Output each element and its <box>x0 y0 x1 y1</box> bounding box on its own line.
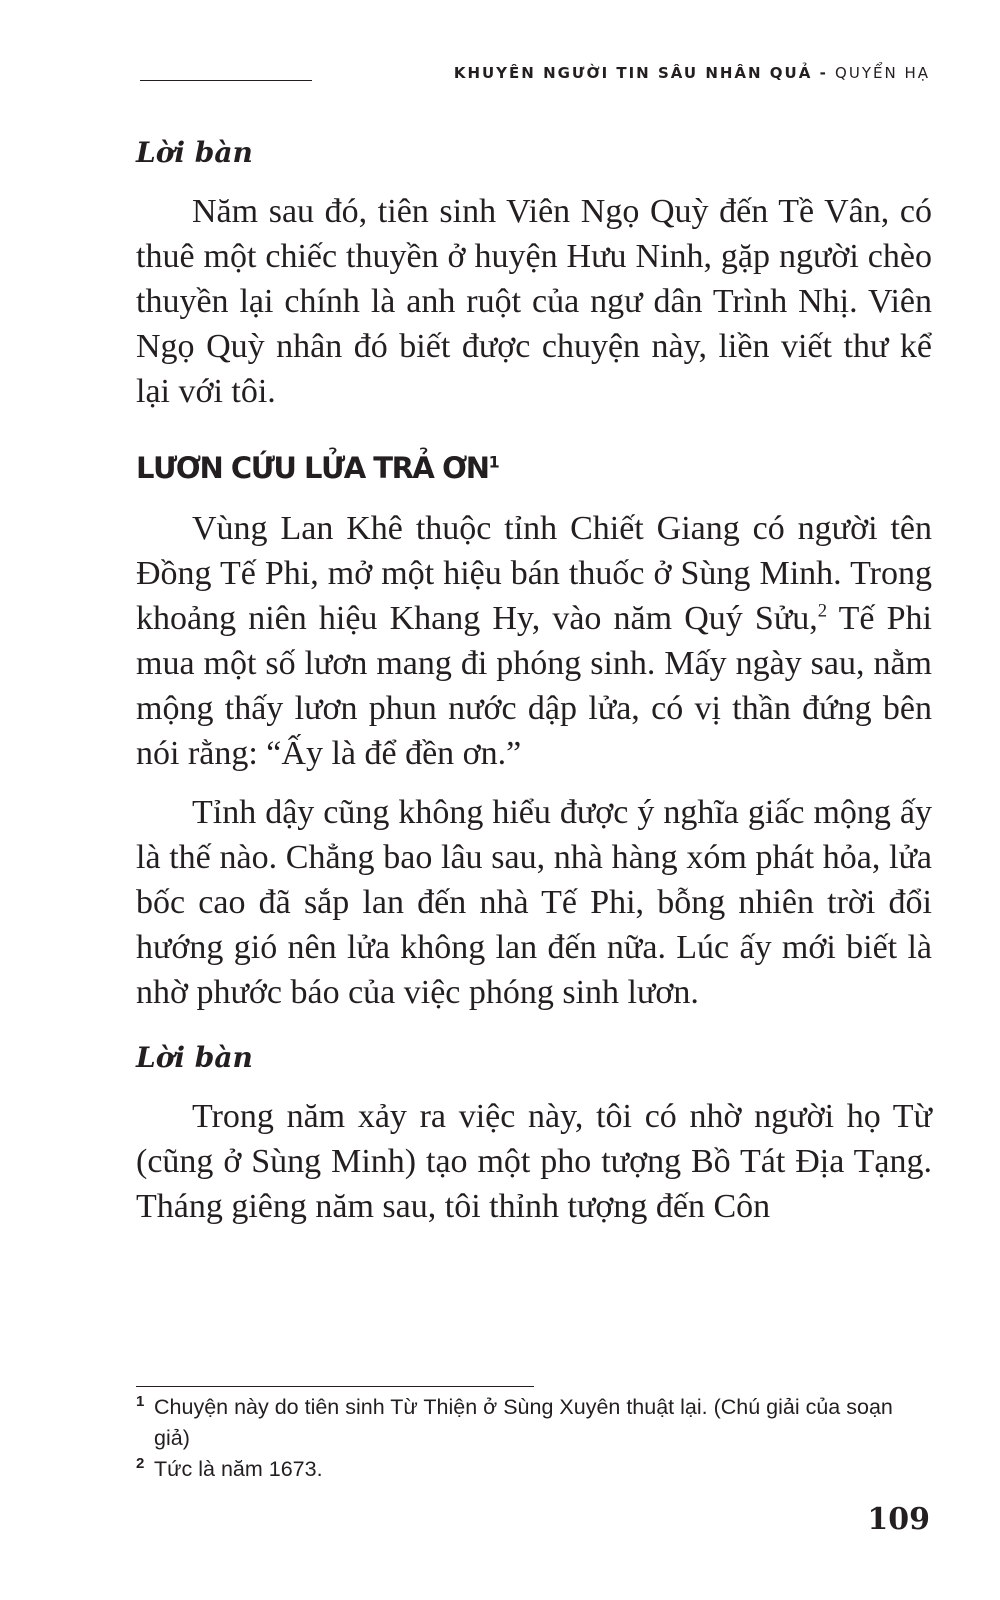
footnotes <box>136 1392 932 1485</box>
section-title <box>136 448 932 488</box>
remark-label-1: Lời bàn <box>136 136 253 169</box>
story-paragraph-2: Tỉnh dậy cũng không hiểu được ý nghĩa giấc mộng ấy là thế nào. Chẳng bao lâu sau, nhà hàng xóm phát hỏa, lửa bốc cao đã sắp lan đến nhà Tế Phi, bỗng nhiên trời đổi hướng gió nên lửa không lan đến nữa. Lúc ấy mới biết là nhờ phước báo của việc phóng sinh lươn. <box>136 794 932 1011</box>
running-header-book-title: KHUYÊN NGƯỜI TIN SÂU NHÂN QUẢ <box>453 64 813 82</box>
remark-label-2: Lời bàn <box>136 1041 253 1074</box>
body-text <box>136 130 932 1229</box>
page-number: 109 <box>867 1502 930 1537</box>
running-header <box>454 64 930 82</box>
story-paragraph-1-footnote-ref: 2 <box>817 600 828 622</box>
running-header-volume: QUYỂN HẠ <box>835 64 930 82</box>
remark-paragraph-2: Trong năm xảy ra việc này, tôi có nhờ người họ Từ (cũng ở Sùng Minh) tạo một pho tượng Bồ Tát Địa Tạng. Tháng giêng năm sau, tôi thỉnh tượng đến Côn <box>136 1098 932 1225</box>
header-rule <box>140 80 312 81</box>
footnote-1-number: 1 <box>136 1393 145 1410</box>
running-header-separator: - <box>812 64 836 82</box>
footnote-1-text: Chuyện này do tiên sinh Từ Thiện ở Sùng Xuyên thuật lại. (Chú giải của soạn giả) <box>154 1395 893 1450</box>
section-title-text: LƯƠN CỨU LỬA TRẢ ƠN <box>136 451 489 485</box>
footnote-2-number: 2 <box>136 1455 145 1472</box>
story-paragraph-1-part-a: Vùng Lan Khê thuộc tỉnh Chiết Giang có người tên Đồng Tế Phi, mở một hiệu bán thuốc ở Sùng Minh. Trong khoảng niên hiệu Khang Hy, vào năm Quý Sửu, <box>136 510 932 637</box>
footnote-2-text: Tức là năm 1673. <box>154 1457 323 1481</box>
footnote-2 <box>136 1454 932 1485</box>
section-title-footnote-ref: 1 <box>488 452 500 472</box>
story-paragraph-1 <box>136 506 932 776</box>
footnote-rule <box>136 1386 534 1387</box>
footnote-1 <box>136 1392 932 1454</box>
remark-paragraph-1: Năm sau đó, tiên sinh Viên Ngọ Quỳ đến Tề Vân, có thuê một chiếc thuyền ở huyện Hưu Ninh, gặp người chèo thuyền lại chính là anh ruột của ngư dân Trình Nhị. Viên Ngọ Quỳ nhân đó biết được chuyện này, liền viết thư kể lại với tôi. <box>136 193 932 410</box>
story-paragraph-1-part-b: Tế Phi mua một số lươn mang đi phóng sinh. Mấy ngày sau, nằm mộng thấy lươn phun nước dập lửa, có vị thần đứng bên nói rằng: “Ấy là để đền ơn.” <box>136 600 932 772</box>
